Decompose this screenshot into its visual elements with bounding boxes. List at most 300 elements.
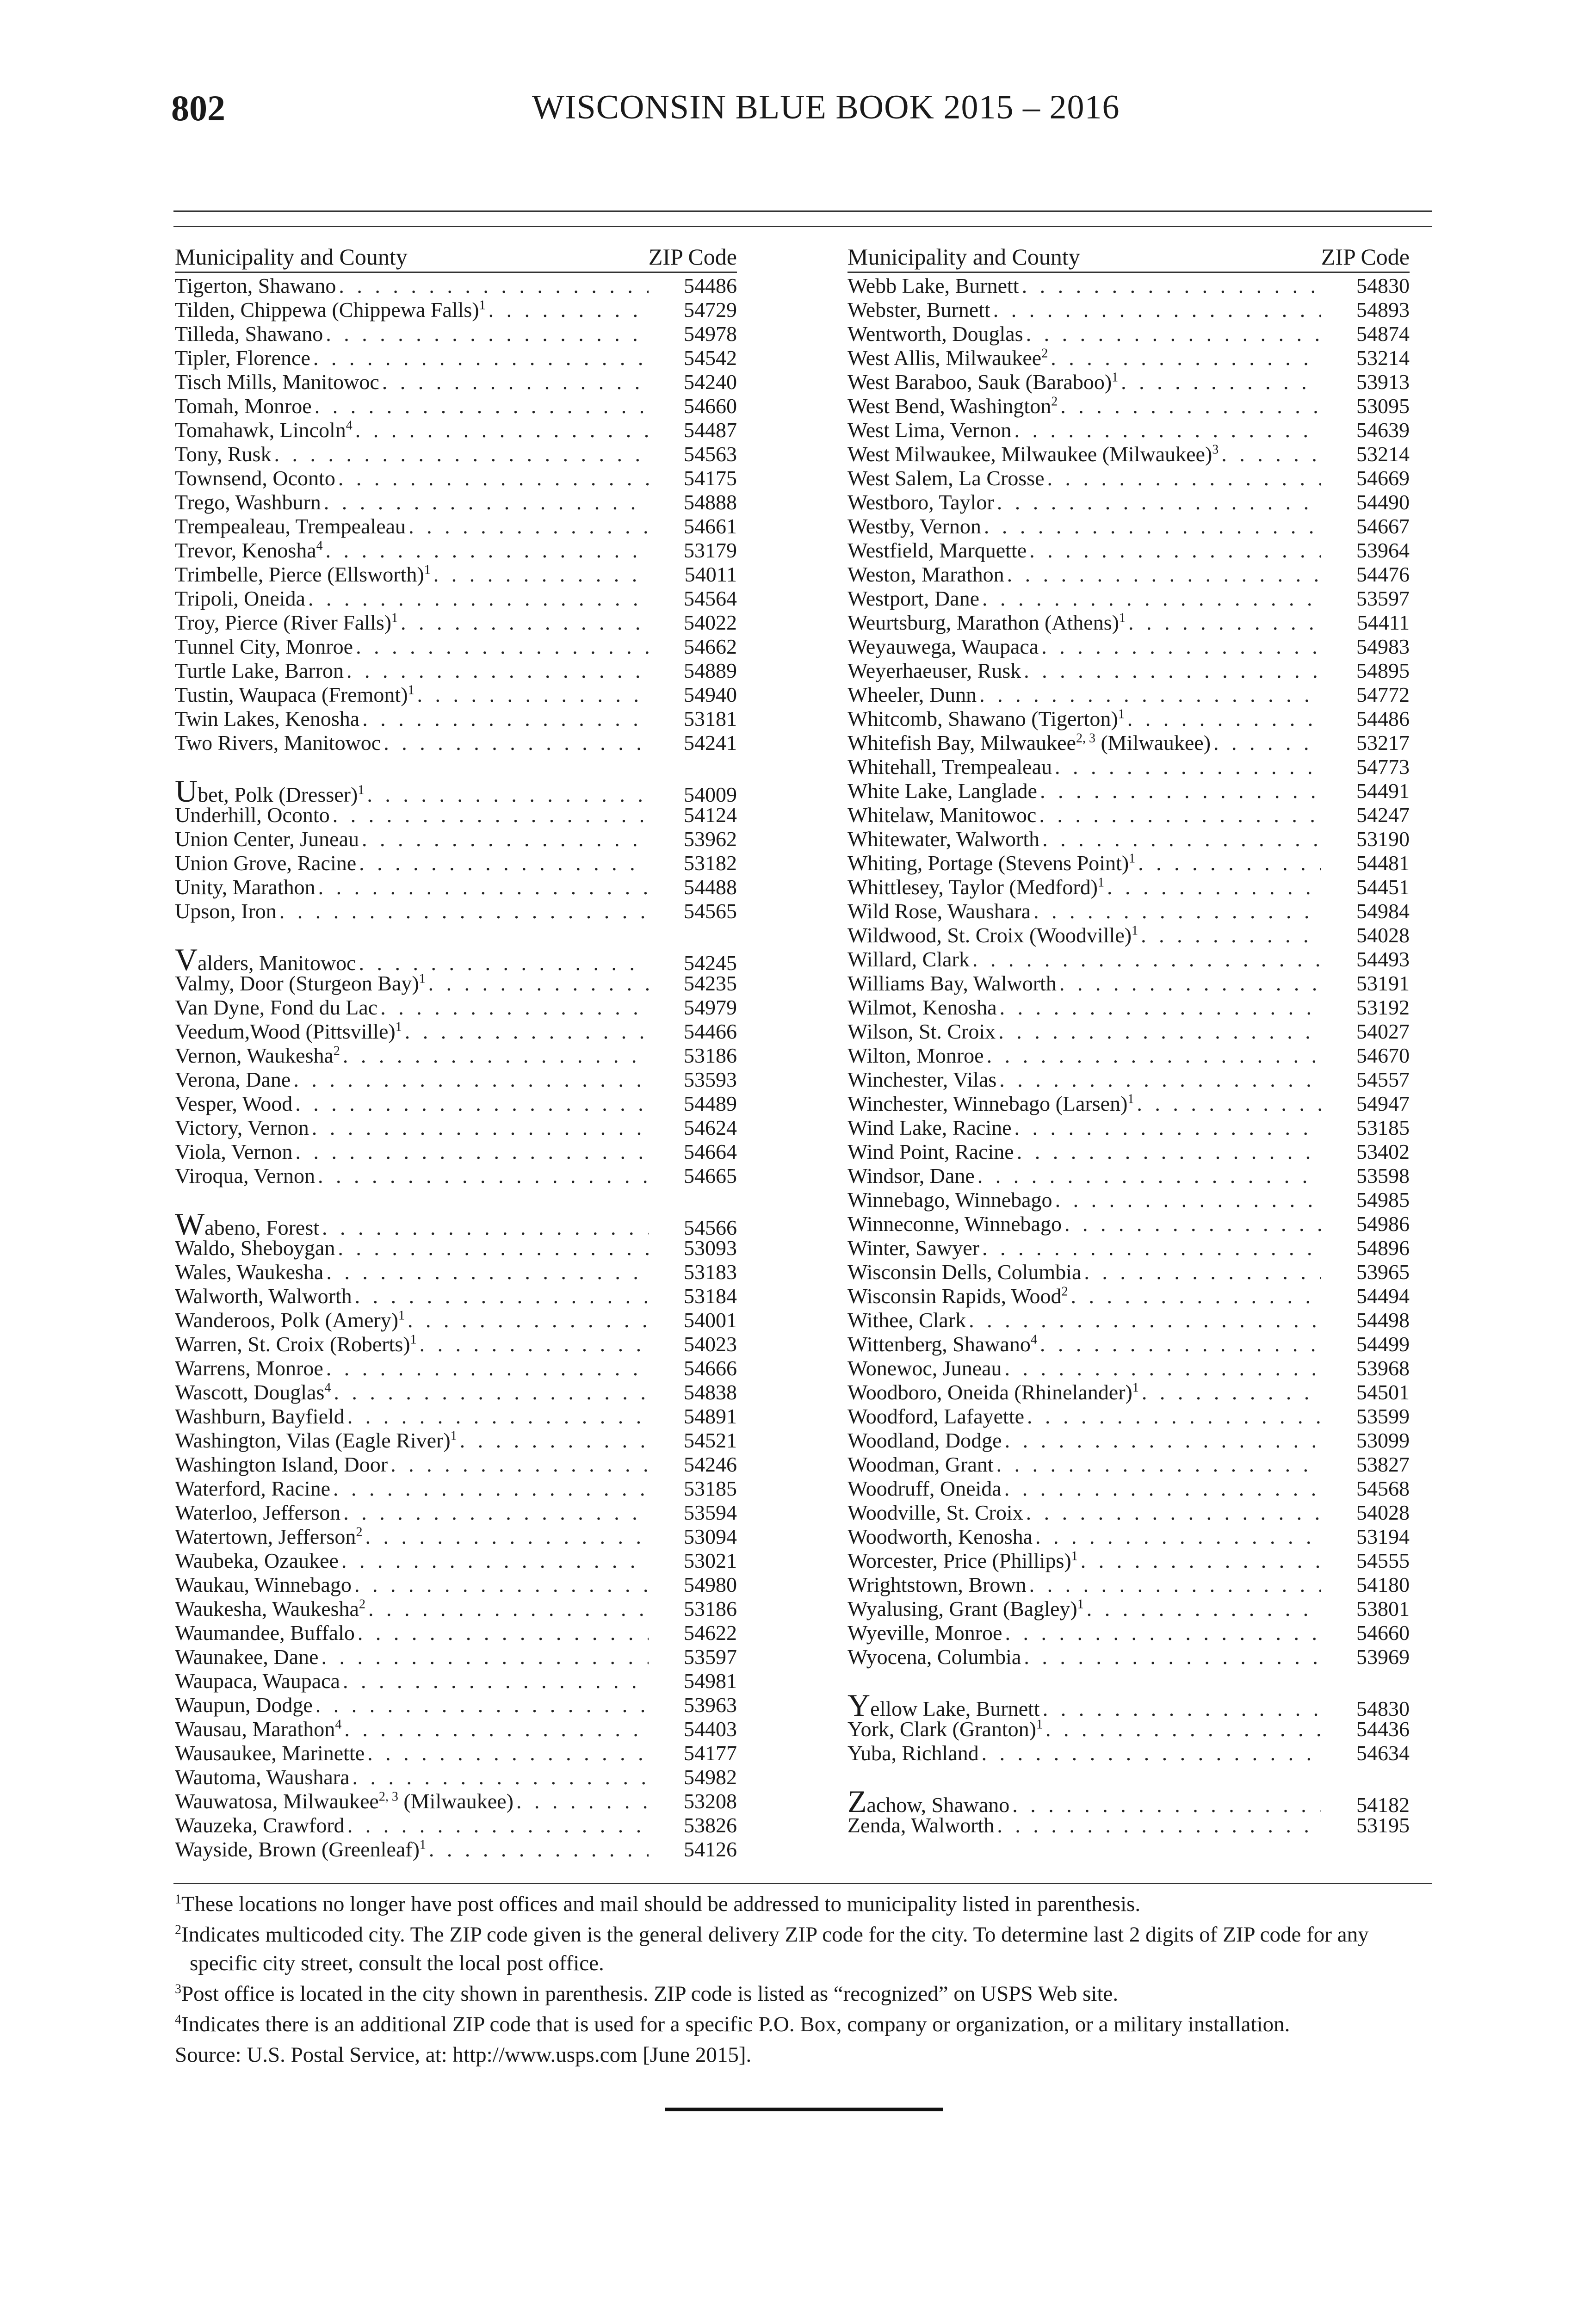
- zip-code: 54028: [1356, 923, 1410, 947]
- dot-leader: [1141, 923, 1321, 947]
- zip-code: 53599: [1356, 1404, 1410, 1428]
- municipality-name: Whitehall, Trempealeau: [847, 755, 1052, 779]
- list-item: [847, 1453, 1410, 1477]
- zip-code: 54830: [1356, 274, 1410, 297]
- municipality-name: Tipler, Florence: [175, 346, 310, 370]
- zip-code: 54665: [684, 1164, 737, 1187]
- municipality-name: Twin Lakes, Kenosha: [175, 707, 360, 730]
- zip-code: 54986: [1356, 1212, 1410, 1236]
- municipality-name: Wilton, Monroe: [847, 1044, 984, 1067]
- footnote: [175, 1920, 1433, 1978]
- list-item: [175, 1645, 737, 1669]
- entry-list-right: [847, 274, 1410, 1837]
- zip-code: 53099: [1356, 1429, 1410, 1452]
- municipality-name: White Lake, Langlade: [847, 779, 1037, 803]
- list-item: [175, 731, 737, 755]
- municipality-name: Whitcomb, Shawano (Tigerton)$^1$: [847, 707, 1125, 730]
- dot-leader: [1087, 1597, 1321, 1621]
- list-item: [847, 1284, 1410, 1308]
- zip-code: 53195: [1356, 1813, 1410, 1837]
- dot-leader: [1017, 1140, 1321, 1164]
- footnote-ref: 2, 3: [378, 1789, 398, 1804]
- footnote-ref: 1: [1118, 707, 1125, 722]
- municipality-name: Two Rivers, Manitowoc: [175, 731, 381, 755]
- dot-leader: [997, 1813, 1321, 1837]
- list-item: [175, 773, 737, 809]
- list-item: [847, 1429, 1410, 1453]
- municipality-name: Wascott, Douglas$^4$: [175, 1380, 331, 1404]
- letter-group-gap: [175, 755, 737, 779]
- municipality-name: Wilson, St. Croix: [847, 1020, 996, 1043]
- dot-leader: [368, 1597, 649, 1621]
- zip-code: 54180: [1356, 1573, 1410, 1596]
- list-item: [847, 1597, 1410, 1621]
- municipality-name: Weston, Marathon: [847, 563, 1004, 586]
- municipality-name: Tilden, Chippewa (Chippewa Falls)$^1$: [175, 298, 486, 322]
- list-item: [175, 1597, 737, 1621]
- dot-leader: [1024, 1645, 1321, 1669]
- municipality-name: Woodford, Lafayette: [847, 1404, 1025, 1428]
- letter-group-gap: [847, 1765, 1410, 1789]
- list-item: [847, 1116, 1410, 1140]
- zip-code: 54022: [684, 611, 737, 634]
- zip-code: 53192: [1356, 996, 1410, 1019]
- footnote-text: Post office is located in the city shown in parenthesis. ZIP code is listed as “recognized” on USPS Web site.: [181, 1982, 1119, 2006]
- dot-leader: [333, 803, 649, 827]
- zip-code: 54247: [1356, 803, 1410, 827]
- municipality-name: Wild Rose, Waushara: [847, 899, 1031, 923]
- list-item: [847, 1308, 1410, 1332]
- dot-leader: [358, 1621, 649, 1645]
- list-item: [175, 418, 737, 442]
- list-item: [847, 899, 1410, 923]
- zip-code: 53095: [1356, 394, 1410, 418]
- list-item: [847, 875, 1410, 899]
- list-item: [847, 707, 1410, 731]
- footnote-text: Indicates multicoded city. The ZIP code given is the general delivery ZIP code for the city. To determine last 2 digits of ZIP code for any specific city street, consult the local post office.: [181, 1923, 1369, 1975]
- municipality-name: Trimbelle, Pierce (Ellsworth)$^1$: [175, 563, 431, 586]
- list-item: [847, 1717, 1410, 1741]
- municipality-name: Union Grove, Racine: [175, 851, 357, 875]
- dot-leader: [1137, 1092, 1321, 1116]
- list-item: [847, 1477, 1410, 1501]
- dot-leader: [1059, 971, 1321, 996]
- municipality-name: Whittlesey, Taylor (Medford)$^1$: [847, 875, 1104, 899]
- zip-code: 53593: [684, 1068, 737, 1091]
- municipality-name: Wauwatosa, Milwaukee$^{2, 3}$ (Milwaukee): [175, 1789, 513, 1813]
- list-item: [175, 1549, 737, 1573]
- dot-leader: [979, 683, 1321, 707]
- zip-code: 54246: [684, 1453, 737, 1476]
- zip-code: 53826: [684, 1813, 737, 1837]
- zip-code: 54983: [1356, 635, 1410, 658]
- dot-leader: [295, 1140, 649, 1164]
- list-item: [175, 1020, 737, 1044]
- zip-code: 53190: [1356, 827, 1410, 851]
- list-item: [847, 370, 1410, 394]
- dot-leader: [1014, 418, 1321, 442]
- dot-leader: [984, 514, 1321, 538]
- municipality-name: Trego, Washburn: [175, 490, 321, 514]
- zip-code: 53183: [684, 1260, 737, 1284]
- municipality-name: Willard, Clark: [847, 947, 970, 971]
- zip-code: 54557: [1356, 1068, 1410, 1091]
- zip-code: 53208: [684, 1789, 737, 1813]
- zip-code: 53598: [1356, 1164, 1410, 1187]
- dot-leader: [1107, 875, 1321, 899]
- municipality-name: Tomahawk, Lincoln$^4$: [175, 418, 353, 442]
- dot-leader: [1029, 538, 1321, 563]
- dot-leader: [982, 587, 1321, 611]
- list-item: [847, 1688, 1410, 1723]
- zip-code: 53913: [1356, 370, 1410, 394]
- list-item: [175, 442, 737, 466]
- list-item: [847, 683, 1410, 707]
- dot-leader: [312, 1116, 649, 1140]
- dot-leader: [274, 442, 649, 466]
- list-item: [847, 1140, 1410, 1164]
- zip-code: 54874: [1356, 322, 1410, 346]
- municipality-name: Zenda, Walworth: [847, 1813, 995, 1837]
- zip-code: 54660: [1356, 1621, 1410, 1645]
- dot-leader: [313, 346, 649, 370]
- zip-code: 54660: [684, 394, 737, 418]
- zip-code: 54984: [1356, 899, 1410, 923]
- zip-code: 54177: [684, 1741, 737, 1765]
- dot-leader: [408, 514, 649, 538]
- municipality-name: Wausaukee, Marinette: [175, 1741, 365, 1765]
- list-item: [175, 851, 737, 875]
- footnote-ref: 1: [419, 1837, 426, 1852]
- dot-leader: [338, 1236, 649, 1260]
- zip-code: 53191: [1356, 971, 1410, 995]
- municipality-name: Waumandee, Buffalo: [175, 1621, 355, 1645]
- zip-code: 54895: [1356, 659, 1410, 682]
- zip-code: 54563: [684, 442, 737, 466]
- municipality-name: Townsend, Oconto: [175, 466, 335, 490]
- footnote-ref: 3: [1212, 442, 1219, 457]
- zip-code: 53801: [1356, 1597, 1410, 1620]
- list-item: [175, 1429, 737, 1453]
- list-item: [175, 1140, 737, 1164]
- list-item: [175, 1717, 737, 1741]
- dot-leader: [326, 322, 649, 346]
- list-item: [175, 803, 737, 827]
- municipality-name: Washington Island, Door: [175, 1453, 388, 1476]
- municipality-name: Wyalusing, Grant (Bagley)$^1$: [847, 1597, 1084, 1620]
- footnote-ref: 2: [1061, 1284, 1068, 1299]
- municipality-name: Troy, Pierce (River Falls)$^1$: [175, 611, 398, 634]
- list-item: [175, 1525, 737, 1549]
- footnote-ref: 2: [333, 1044, 340, 1058]
- municipality-name: Trempealeau, Trempealeau: [175, 514, 406, 538]
- list-item: [847, 322, 1410, 346]
- dot-leader: [1005, 1429, 1321, 1453]
- municipality-name: Wentworth, Douglas: [847, 322, 1023, 346]
- municipality-name: Whiting, Portage (Stevens Point)$^1$: [847, 851, 1136, 875]
- zip-code: 54521: [684, 1429, 737, 1452]
- zip-code: 54893: [1356, 298, 1410, 322]
- list-item: [847, 1044, 1410, 1068]
- footnote-ref: 2: [359, 1597, 365, 1612]
- municipality-name: Waterford, Racine: [175, 1477, 331, 1500]
- dot-leader: [1213, 731, 1321, 755]
- footnote-ref: 4: [335, 1717, 342, 1732]
- list-item: [847, 1020, 1410, 1044]
- list-item: [847, 1092, 1410, 1116]
- list-item: [847, 1356, 1410, 1380]
- municipality-name: Wyeville, Monroe: [847, 1621, 1002, 1645]
- footnote-ref: 2: [1051, 394, 1058, 409]
- list-item: [847, 996, 1410, 1020]
- zip-code: 54494: [1356, 1284, 1410, 1308]
- dot-leader: [1033, 899, 1321, 923]
- footnote-ref: 1: [410, 1332, 417, 1347]
- zip-code: 54981: [684, 1669, 737, 1693]
- dot-leader: [318, 875, 649, 899]
- zip-code: 54555: [1356, 1549, 1410, 1572]
- list-item: [175, 1356, 737, 1380]
- list-item: [847, 1645, 1410, 1669]
- dot-leader: [1071, 1284, 1321, 1308]
- municipality-name: Webster, Burnett: [847, 298, 990, 322]
- list-item: [847, 1404, 1410, 1429]
- list-item: [175, 659, 737, 683]
- dot-leader: [1045, 1717, 1321, 1741]
- municipality-name: Waupun, Dodge: [175, 1693, 313, 1717]
- dot-leader: [382, 370, 649, 394]
- dot-leader: [1007, 563, 1321, 587]
- dot-leader: [279, 899, 649, 923]
- dot-leader: [998, 1020, 1321, 1044]
- list-item: [847, 538, 1410, 563]
- zip-code: 54175: [684, 466, 737, 490]
- municipality-name: Wauzeka, Crawford: [175, 1813, 345, 1837]
- municipality-name: Turtle Lake, Barron: [175, 659, 344, 682]
- municipality-name: Union Center, Juneau: [175, 827, 359, 851]
- dot-leader: [353, 1765, 649, 1789]
- list-item: [175, 1260, 737, 1284]
- entry-list-left: [175, 274, 737, 1862]
- municipality-name: Warren, St. Croix (Roberts)$^1$: [175, 1332, 417, 1356]
- zip-code: 53185: [684, 1477, 737, 1500]
- municipality-name: Tustin, Waupaca (Fremont)$^1$: [175, 683, 414, 706]
- list-item: [847, 418, 1410, 442]
- dot-leader: [982, 1741, 1321, 1765]
- zip-code: 54487: [684, 418, 737, 442]
- municipality-name: Wildwood, St. Croix (Woodville)$^1$: [847, 923, 1138, 947]
- zip-code: 54451: [1356, 875, 1410, 899]
- municipality-name: Vernon, Waukesha$^2$: [175, 1044, 340, 1067]
- municipality-name: Verona, Dane: [175, 1068, 291, 1091]
- zip-code: 53594: [684, 1501, 737, 1524]
- footnote-ref: 1: [450, 1429, 457, 1443]
- zip-code: 53185: [1356, 1116, 1410, 1139]
- zip-code: 54666: [684, 1356, 737, 1380]
- zip-code: 54126: [684, 1837, 737, 1861]
- municipality-name: Woodboro, Oneida (Rhinelander)$^1$: [847, 1380, 1139, 1404]
- footnote-text: Indicates there is an additional ZIP code that is used for a specific P.O. Box, company or organization, or a military installation.: [181, 2012, 1290, 2036]
- dot-leader: [365, 1525, 649, 1549]
- list-item: [175, 1284, 737, 1308]
- zip-code: 53021: [684, 1549, 737, 1572]
- municipality-name: West Milwaukee, Milwaukee (Milwaukee)$^3$: [847, 442, 1219, 466]
- list-item: [847, 1784, 1410, 1819]
- list-item: [847, 755, 1410, 779]
- zip-code: 53965: [1356, 1260, 1410, 1284]
- dot-leader: [1040, 779, 1321, 803]
- dot-leader: [341, 1549, 649, 1573]
- municipality-name: York, Clark (Granton)$^1$: [847, 1717, 1043, 1741]
- zip-code: 54411: [1357, 611, 1410, 634]
- dot-leader: [1128, 611, 1321, 635]
- list-item: [175, 1206, 737, 1242]
- dot-leader: [1127, 707, 1321, 731]
- dot-leader: [362, 707, 649, 731]
- dot-leader: [1051, 346, 1321, 370]
- dot-leader: [343, 1669, 649, 1693]
- footnote-ref: 4: [1030, 1332, 1037, 1347]
- municipality-name: Underhill, Oconto: [175, 803, 330, 827]
- list-item: [847, 1380, 1410, 1404]
- municipality-name: Windsor, Dane: [847, 1164, 975, 1187]
- letter-group-gap: [847, 1669, 1410, 1693]
- list-item: [847, 298, 1410, 322]
- zip-code: 54985: [1356, 1188, 1410, 1212]
- list-item: [175, 563, 737, 587]
- dot-leader: [489, 298, 649, 322]
- footnote-ref: 1: [395, 1020, 402, 1034]
- municipality-name: Walworth, Walworth: [175, 1284, 352, 1308]
- zip-code: 53968: [1356, 1356, 1410, 1380]
- dot-leader: [460, 1429, 649, 1453]
- municipality-name: Woodville, St. Croix: [847, 1501, 1023, 1524]
- municipality-name: Wyocena, Columbia: [847, 1645, 1021, 1669]
- dot-leader: [1084, 1260, 1321, 1284]
- dot-leader: [344, 1717, 649, 1741]
- dot-leader: [346, 659, 649, 683]
- list-item: [847, 827, 1410, 851]
- list-item: [847, 635, 1410, 659]
- list-item: [175, 1380, 737, 1404]
- dot-leader: [977, 1164, 1321, 1188]
- zip-code: 54486: [684, 274, 737, 297]
- dot-leader: [1042, 827, 1321, 851]
- municipality-name: Winchester, Winnebago (Larsen)$^1$: [847, 1092, 1134, 1115]
- municipality-name: Warrens, Monroe: [175, 1356, 323, 1380]
- municipality-name: Woodworth, Kenosha: [847, 1525, 1033, 1548]
- zip-code: 54565: [684, 899, 737, 923]
- dot-leader: [356, 635, 649, 659]
- footnote-ref: 1: [1127, 1092, 1134, 1107]
- zip-code: 54011: [684, 563, 737, 586]
- zip-code: 53181: [684, 707, 737, 730]
- zip-code: 54940: [684, 683, 737, 706]
- list-item: [175, 394, 737, 418]
- zip-code: 54566: [684, 1216, 737, 1239]
- municipality-name: West Allis, Milwaukee$^2$: [847, 346, 1048, 370]
- municipality-name: Waunakee, Dane: [175, 1645, 319, 1669]
- letter-group-gap: [175, 1188, 737, 1212]
- municipality-name: Winneconne, Winnebago: [847, 1212, 1062, 1236]
- footnote-ref: 1: [408, 683, 414, 698]
- municipality-name: Waldo, Sheboygan: [175, 1236, 335, 1260]
- dot-leader: [1055, 1188, 1321, 1212]
- dot-leader: [1005, 1356, 1321, 1380]
- dot-leader: [295, 1092, 649, 1116]
- footnote-mark: 2: [175, 1923, 181, 1937]
- footnote-ref: 1: [419, 971, 426, 986]
- list-item: [175, 370, 737, 394]
- dot-leader: [339, 274, 649, 298]
- municipality-name: Whitelaw, Manitowoc: [847, 803, 1037, 827]
- footnote-ref: 1: [1132, 1380, 1139, 1395]
- zip-code: 53194: [1356, 1525, 1410, 1548]
- list-item: [847, 563, 1410, 587]
- zip-code: 54772: [1356, 683, 1410, 706]
- column-label-zip: ZIP Code: [1321, 244, 1410, 270]
- zip-code: 54182: [1356, 1793, 1410, 1817]
- zip-code: 53179: [684, 538, 737, 562]
- dot-leader: [359, 851, 649, 875]
- list-item: [175, 1501, 737, 1525]
- municipality-name: Washburn, Bayfield: [175, 1404, 345, 1428]
- dot-leader: [338, 466, 649, 490]
- list-item: [175, 1837, 737, 1862]
- list-item: [847, 779, 1410, 803]
- zip-code: 54889: [684, 659, 737, 682]
- municipality-name: Tomah, Monroe: [175, 394, 312, 418]
- dot-leader: [429, 1837, 649, 1862]
- list-item: [175, 298, 737, 322]
- municipality-name: Wonewoc, Juneau: [847, 1356, 1002, 1380]
- municipality-name: Waukau, Winnebago: [175, 1573, 352, 1596]
- footnote-ref: 1: [1132, 923, 1138, 938]
- footnote-ref: 1: [1097, 875, 1104, 890]
- list-item: [847, 1621, 1410, 1645]
- zip-code: 54669: [1356, 466, 1410, 490]
- footnote-ref: 1: [1129, 851, 1136, 866]
- dot-leader: [987, 1044, 1321, 1068]
- zip-code: 53217: [1356, 731, 1410, 755]
- zip-code: 53969: [1356, 1645, 1410, 1669]
- page-number: 802: [171, 88, 225, 128]
- dot-leader: [1138, 851, 1321, 875]
- list-item: [175, 514, 737, 538]
- municipality-name: West Bend, Washington$^2$: [847, 394, 1058, 418]
- municipality-name: Wrightstown, Brown: [847, 1573, 1027, 1596]
- dot-leader: [997, 490, 1321, 514]
- municipality-name: Yellow Lake, Burnett: [847, 1688, 1040, 1723]
- list-item: [175, 490, 737, 514]
- list-item: [175, 1068, 737, 1092]
- zip-code: 54661: [684, 514, 737, 538]
- list-item: [175, 683, 737, 707]
- footnote: [175, 1890, 1433, 1918]
- dot-leader: [308, 587, 649, 611]
- municipality-name: Waubeka, Ozaukee: [175, 1549, 339, 1572]
- letter-group-gap: [175, 923, 737, 947]
- list-item: [175, 1765, 737, 1789]
- zip-code: 54830: [1356, 1697, 1410, 1720]
- running-title: WISCONSIN BLUE BOOK 2015 – 2016: [532, 88, 1120, 126]
- municipality-name: West Salem, La Crosse: [847, 466, 1045, 490]
- list-item: [847, 1549, 1410, 1573]
- list-item: [175, 1573, 737, 1597]
- municipality-name: Waterloo, Jefferson: [175, 1501, 341, 1524]
- zip-code: 54896: [1356, 1236, 1410, 1260]
- municipality-name: Wittenberg, Shawano$^4$: [847, 1332, 1037, 1356]
